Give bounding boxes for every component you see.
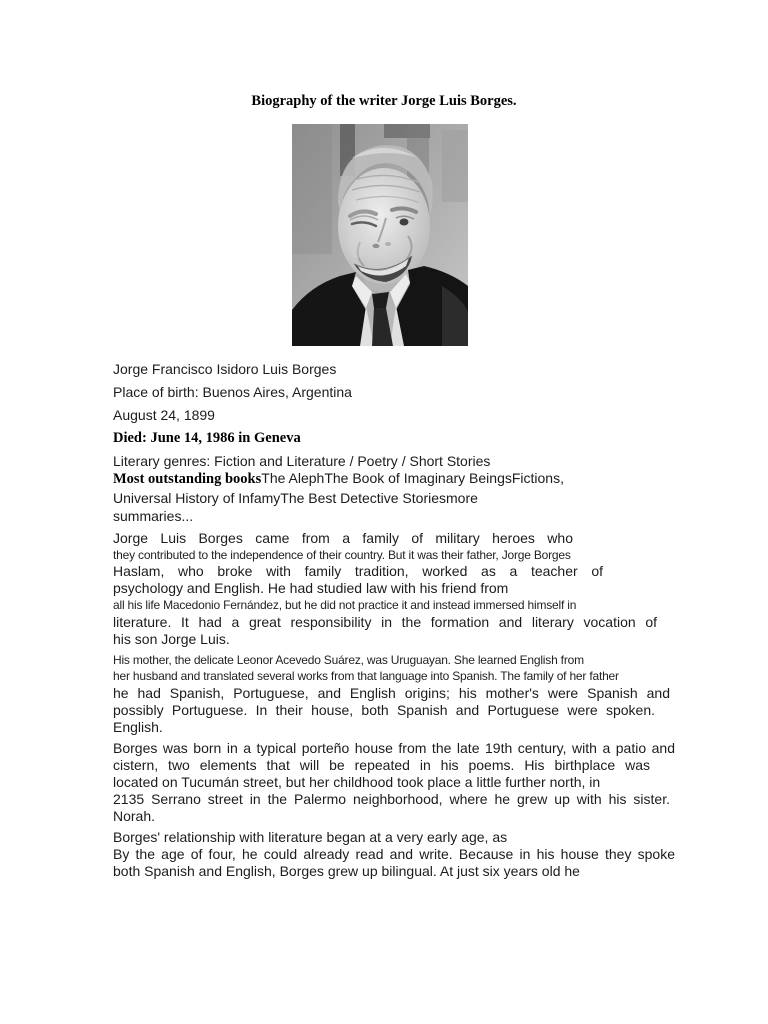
author-full-name: Jorge Francisco Isidoro Luis Borges — [113, 361, 337, 377]
author-genres: Literary genres: Fiction and Literature / Poetry / Short Stories — [113, 453, 491, 469]
books-label-rest: The AlephThe Book of Imaginary BeingsFictions, — [261, 470, 564, 486]
biography-paragraph-4 — [113, 829, 675, 880]
body-line: his son Jorge Luis. — [113, 630, 230, 647]
author-info-block — [113, 358, 675, 473]
body-line: 2135 Serrano street in the Palermo neighborhood, where he grew up with his sister. — [113, 790, 670, 807]
author-death-info: Died: June 14, 1986 in Geneva — [113, 430, 301, 446]
author-birth-date: August 24, 1899 — [113, 407, 215, 423]
body-line: cistern, two elements that will be repeated in his poems. His birthplace was — [113, 756, 650, 773]
books-line-1 — [113, 469, 675, 489]
body-line: By the age of four, he could already read and write. Because in his house they spoke — [113, 845, 675, 862]
body-line: psychology and English. He had studied law with his friend from — [113, 580, 509, 596]
portrait-illustration — [292, 124, 468, 346]
books-line-3: summaries... — [113, 508, 194, 524]
document-title: Biography of the writer Jorge Luis Borges. — [251, 93, 517, 109]
borges-portrait-photo — [292, 124, 468, 346]
body-line: located on Tucumán street, but her childhood took place a little further north, in — [113, 773, 601, 790]
books-label: Most outstanding books — [113, 471, 262, 487]
outstanding-books-block — [113, 469, 675, 526]
body-line: Borges was born in a typical porteño house from the late 19th century, with a patio and — [113, 739, 675, 756]
biography-paragraph-2 — [113, 652, 675, 736]
body-line: Borges' relationship with literature began at a very early age, as — [113, 828, 508, 845]
author-birthplace: Place of birth: Buenos Aires, Argentina — [113, 384, 352, 400]
body-line: they contributed to the independence of their country. But it was their father, Jorge Borges — [113, 547, 571, 562]
body-line: both Spanish and English, Borges grew up bilingual. At just six years old he — [113, 862, 580, 879]
body-line: her husband and translated several works from that language into Spanish. The family of her father — [113, 669, 619, 683]
body-line: English. — [113, 718, 163, 735]
body-line: His mother, the delicate Leonor Acevedo Suárez, was Uruguayan. She learned English from — [113, 652, 584, 667]
body-line: Norah. — [113, 807, 156, 824]
body-line: literature. It had a great responsibility in the formation and literary vocation of — [113, 613, 657, 630]
body-line: Haslam, who broke with family tradition, worked as a teacher of — [113, 563, 603, 579]
body-line: Jorge Luis Borges came from a family of military heroes who — [113, 529, 573, 546]
document-body — [113, 358, 675, 880]
books-line-2: Universal History of InfamyThe Best Detective Storiesmore — [113, 489, 478, 506]
body-line: possibly Portuguese. In their house, both Spanish and Portuguese were spoken. — [113, 701, 655, 718]
biography-paragraph-1 — [113, 530, 675, 648]
body-line: all his life Macedonio Fernández, but he did not practice it and instead immersed himself in — [113, 598, 577, 612]
body-line: he had Spanish, Portuguese, and English origins; his mother's were Spanish and — [113, 684, 670, 701]
biography-paragraph-3 — [113, 740, 675, 825]
